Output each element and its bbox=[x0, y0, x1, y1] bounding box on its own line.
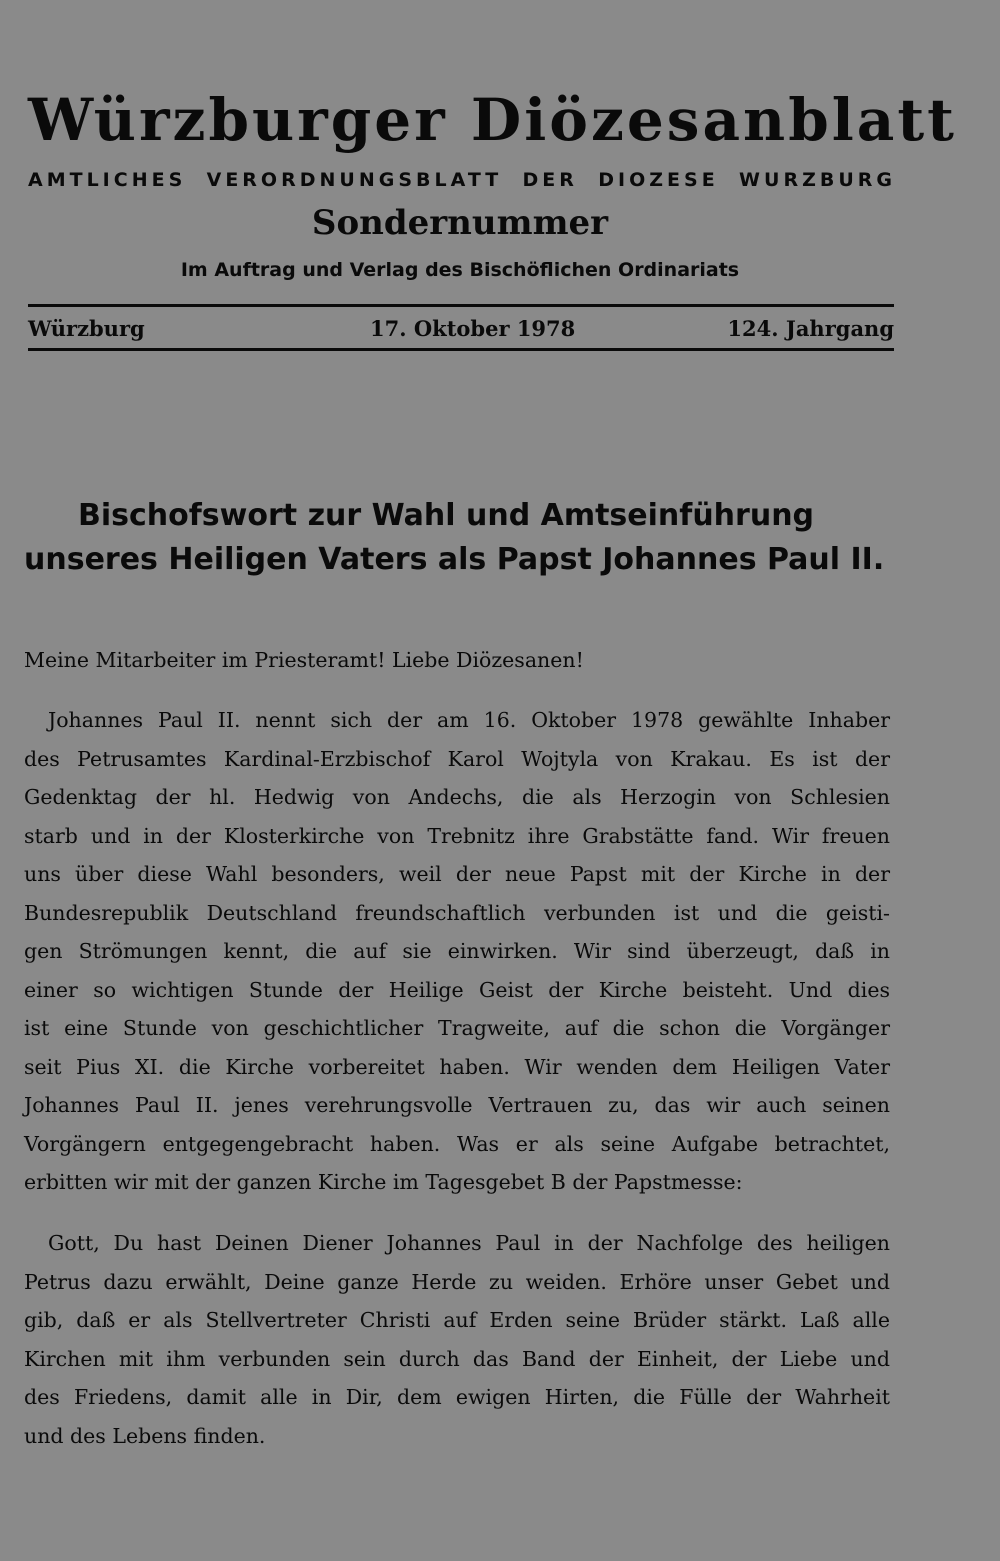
text-line: gen Strömungen kennt, die auf sie einwirken. Wir sind überzeugt, daß in bbox=[24, 939, 890, 963]
divider-bottom bbox=[28, 348, 894, 351]
dateline-date: 17. Oktober 1978 bbox=[370, 316, 576, 341]
text-line: Kirchen mit ihm verbunden sein durch das Band der Einheit, der Liebe und bbox=[24, 1346, 890, 1371]
masthead-title: Würzburger Diözesanblatt bbox=[28, 86, 957, 154]
publisher-line: Im Auftrag und Verlag des Bischöflichen Ordinariats bbox=[180, 259, 740, 281]
text-line: uns über diese Wahl besonders, weil der neue Papst mit der Kirche in der bbox=[24, 862, 890, 886]
dateline bbox=[28, 312, 894, 346]
masthead-subtitle: AMTLICHES VERORDNUNGSBLATT DER DIOZESE WURZBURG bbox=[28, 169, 896, 191]
text-line: seit Pius XI. die Kirche vorbereitet haben. Wir wenden dem Heiligen Vater bbox=[24, 1054, 890, 1079]
salutation: Meine Mitarbeiter im Priesteramt! Liebe Diözesanen! bbox=[24, 648, 584, 672]
text-line: Gott, Du hast Deinen Diener Johannes Paul in der Nachfolge des heiligen bbox=[48, 1231, 890, 1255]
headline-line: unseres Heiligen Vaters als Papst Johannes Paul II. bbox=[24, 542, 885, 577]
headline-line: Bischofswort zur Wahl und Amtseinführung bbox=[78, 498, 815, 533]
paragraph-1 bbox=[24, 701, 890, 1202]
edition-label: Sondernummer bbox=[311, 203, 609, 243]
text-line: Johannes Paul II. nennt sich der am 16. Oktober 1978 gewählte Inhaber bbox=[48, 708, 890, 732]
text-line: starb und in der Klosterkirche von Trebnitz ihre Grabstätte fand. Wir freuen bbox=[24, 823, 890, 848]
text-line: und des Lebens finden. bbox=[24, 1423, 266, 1448]
text-line: Bundesrepublik Deutschland freundschaftlich verbunden ist und die geisti- bbox=[24, 900, 890, 925]
text-line: einer so wichtigen Stunde der Heilige Geist der Kirche beisteht. Und dies bbox=[24, 977, 890, 1002]
text-line: Petrus dazu erwählt, Deine ganze Herde zu weiden. Erhöre unser Gebet und bbox=[24, 1269, 890, 1294]
text-line: ist eine Stunde von geschichtlicher Tragweite, auf die schon die Vorgänger bbox=[24, 1016, 890, 1040]
text-line: des Petrusamtes Kardinal-Erzbischof Karol Wojtyla von Krakau. Es ist der bbox=[24, 746, 890, 771]
text-line: Johannes Paul II. jenes verehrungsvolle Vertrauen zu, das wir auch seinen bbox=[24, 1093, 890, 1117]
article-headline bbox=[24, 494, 900, 582]
text-line: gib, daß er als Stellvertreter Christi auf Erden seine Brüder stärkt. Laß alle bbox=[24, 1308, 890, 1332]
text-line: Vorgängern entgegengebracht haben. Was er als seine Aufgabe betrachtet, bbox=[24, 1131, 890, 1156]
dateline-location: Würzburg bbox=[28, 316, 145, 341]
text-line: erbitten wir mit der ganzen Kirche im Tagesgebet B der Papstmesse: bbox=[24, 1170, 743, 1194]
text-line: des Friedens, damit alle in Dir, dem ewigen Hirten, die Fülle der Wahrheit bbox=[24, 1385, 890, 1409]
text-line: Gedenktag der hl. Hedwig von Andechs, die als Herzogin von Schlesien bbox=[24, 785, 890, 809]
dateline-volume: 124. Jahrgang bbox=[727, 316, 894, 341]
divider-top bbox=[28, 304, 894, 307]
paragraph-2 bbox=[24, 1224, 890, 1455]
